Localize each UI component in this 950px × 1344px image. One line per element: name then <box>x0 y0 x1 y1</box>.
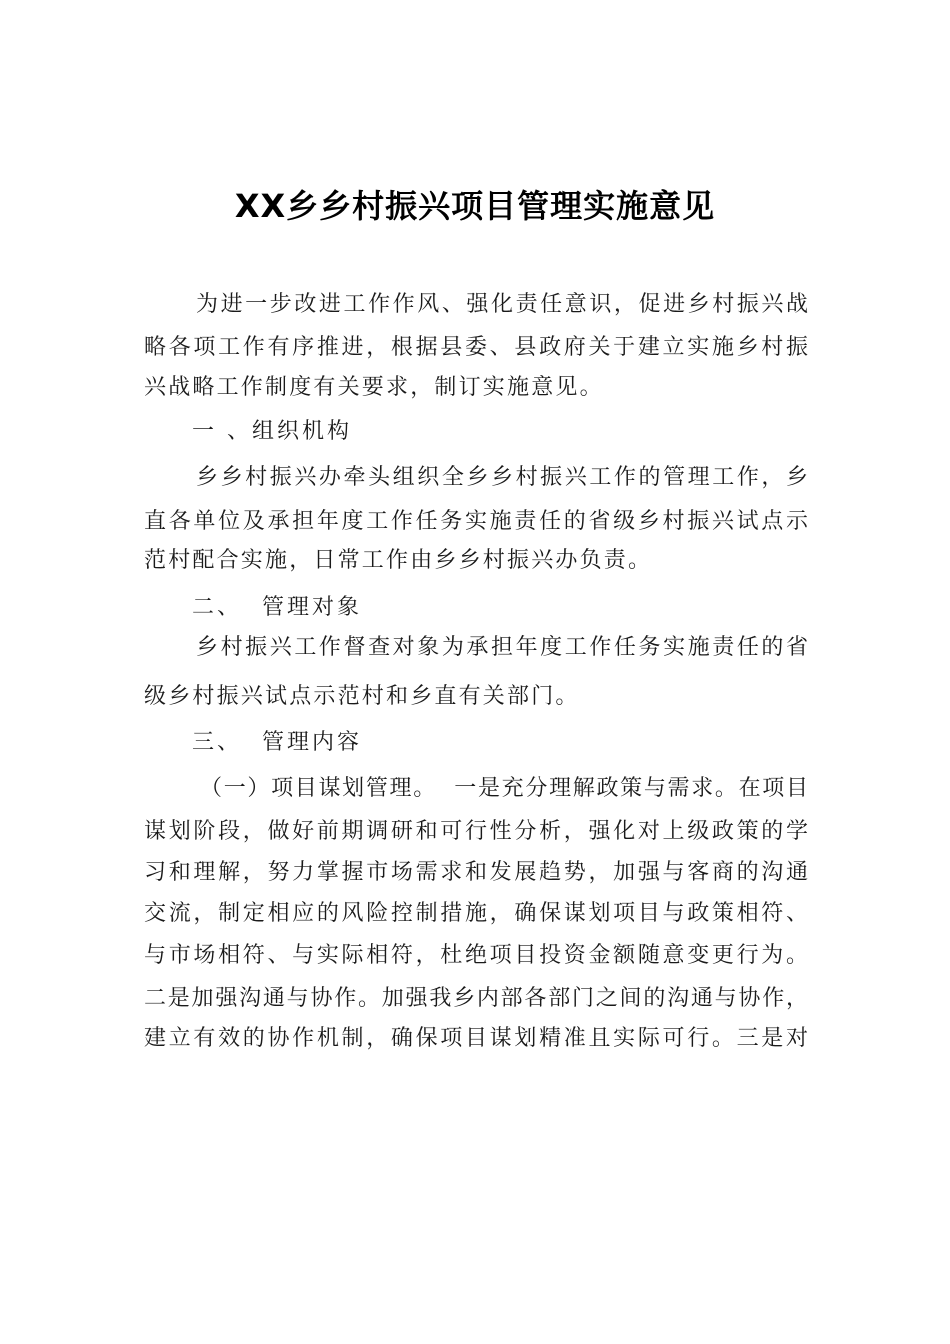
paragraph-line: （一）项目谋划管理。 一是充分理解政策与需求。在项目 <box>200 776 808 801</box>
paragraph-line: 交流，制定相应的风险控制措施，确保谋划项目与政策相符、 <box>144 901 808 926</box>
paragraph-line: 建立有效的协作机制，确保项目谋划精准且实际可行。三是对 <box>144 1026 808 1051</box>
paragraph-line: 谋划阶段，做好前期调研和可行性分析，强化对上级政策的学 <box>144 819 808 844</box>
paragraph-line: 为进一步改进工作作风、强化责任意识，促进乡村振兴战 <box>196 292 808 317</box>
paragraph-line: 略各项工作有序推进，根据县委、县政府关于建立实施乡村振 <box>144 335 808 360</box>
section-heading: 一 、组织机构 <box>192 419 352 444</box>
paragraph-line: 范村配合实施，日常工作由乡乡村振兴办负责。 <box>144 548 653 573</box>
paragraph-line: 直各单位及承担年度工作任务实施责任的省级乡村振兴试点示 <box>144 509 808 534</box>
paragraph-line: 与市场相符、与实际相符，杜绝项目投资金额随意变更行为。 <box>144 943 808 968</box>
paragraph-line: 二是加强沟通与协作。加强我乡内部各部门之间的沟通与协作， <box>144 986 808 1011</box>
paragraph-line: 乡村振兴工作督查对象为承担年度工作任务实施责任的省 <box>196 635 808 660</box>
paragraph-line: 乡乡村振兴办牵头组织全乡乡村振兴工作的管理工作，乡 <box>196 465 808 490</box>
paragraph-line: 习和理解，努力掌握市场需求和发展趋势，加强与客商的沟通 <box>144 860 808 885</box>
document-title: XX乡乡村振兴项目管理实施意见 <box>234 187 716 225</box>
paragraph-line: 级乡村振兴试点示范村和乡直有关部门。 <box>144 684 580 709</box>
section-heading: 二、 管理对象 <box>192 595 362 620</box>
section-heading: 三、 管理内容 <box>192 730 362 755</box>
paragraph-line: 兴战略工作制度有关要求，制订实施意见。 <box>144 375 604 400</box>
